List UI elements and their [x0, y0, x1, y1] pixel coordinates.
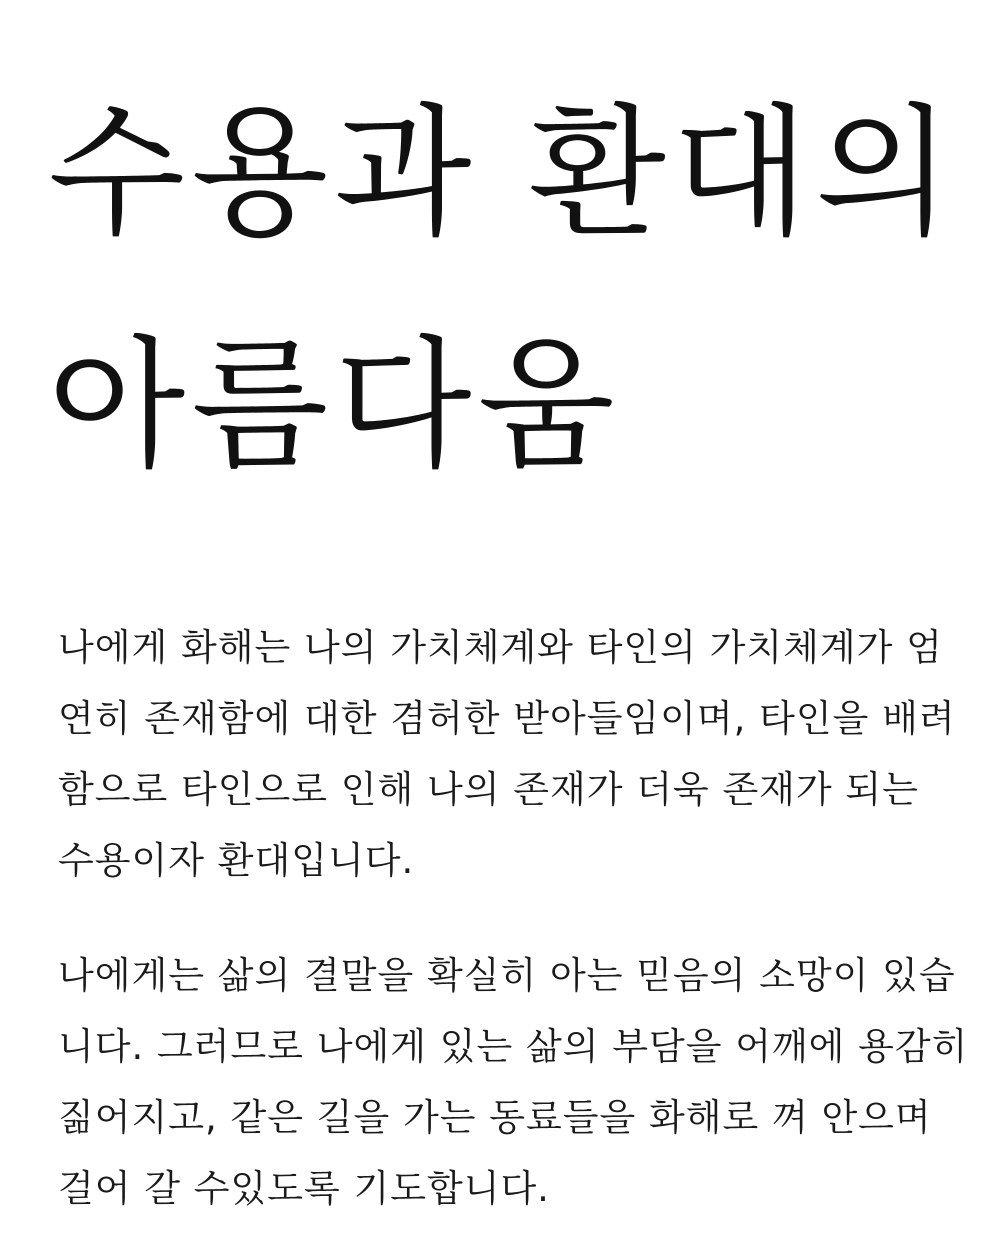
paragraph-line: 니다. 그러므로 나에게 있는 삶의 부담을 어깨에 용감히	[58, 1025, 969, 1068]
page-title	[48, 58, 978, 522]
paragraph-line: 함으로 타인으로 인해 나의 존재가 더욱 존재가 되는	[58, 768, 919, 811]
paragraph-line: 나에게는 삶의 결말을 확실히 아는 믿음의 소망이 있습	[58, 954, 956, 997]
paragraph-line: 나에게 화해는 나의 가치체계와 타인의 가치체계가 엄	[58, 626, 943, 669]
title-line: 수용과 환대의	[48, 91, 959, 256]
paragraph-line: 수용이자 환대입니다.	[58, 839, 415, 882]
body-paragraph	[58, 940, 969, 1224]
paragraph-line: 연히 존재함에 대한 겸허한 받아들임이며, 타인을 배려	[58, 697, 956, 740]
title-line: 아름다움	[48, 323, 621, 488]
body-paragraph	[58, 612, 958, 896]
paragraph-line: 걸어 갈 수있도록 기도합니다.	[58, 1167, 550, 1210]
paragraph-line: 짊어지고, 같은 길을 가는 동료들을 화해로 껴 안으며	[58, 1096, 932, 1139]
